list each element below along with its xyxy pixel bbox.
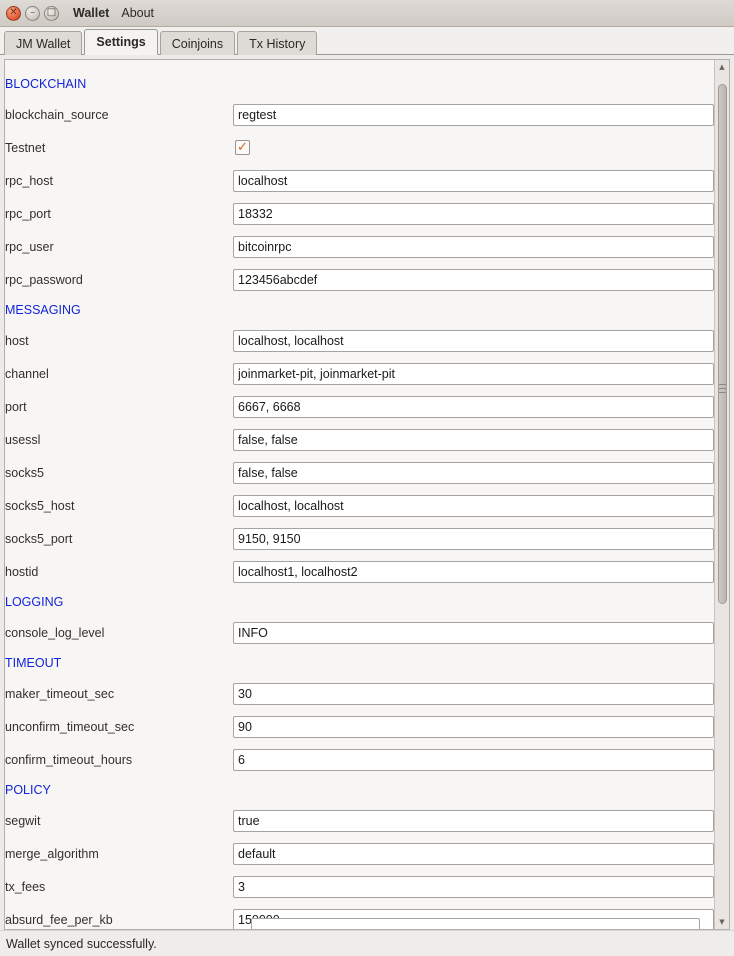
setting-row-usessl [5,423,714,456]
tab-settings[interactable]: Settings [84,29,157,55]
setting-row-maker-timeout-sec [5,677,714,710]
label-rpc-host: rpc_host [5,173,53,188]
input-socks5-port[interactable] [233,528,714,550]
setting-row-confirm-timeout-hours [5,743,714,776]
setting-row-host [5,324,714,357]
scrollbar-track[interactable] [715,74,730,915]
settings-table [5,70,714,929]
setting-row-tx-fees [5,870,714,903]
input-host[interactable] [233,330,714,352]
label-segwit: segwit [5,813,41,828]
label-hostid: hostid [5,564,39,579]
minimize-icon[interactable]: – [25,6,40,21]
input-maker-timeout-sec[interactable] [233,683,714,705]
scrollbar-thumb[interactable] [718,84,727,604]
input-port[interactable] [233,396,714,418]
next-field-partial[interactable] [251,918,700,929]
scrollbar-grip-mark [719,388,726,389]
setting-row-rpc-port [5,197,714,230]
tab-jm-wallet[interactable]: JM Wallet [4,31,82,55]
input-console-log-level[interactable] [233,622,714,644]
label-console-log-level: console_log_level [5,625,105,640]
setting-row-rpc-host [5,164,714,197]
section-label: LOGGING [5,595,64,609]
label-socks5: socks5 [5,465,44,480]
section-header-policy [5,776,714,804]
label-tx-fees: tx_fees [5,879,46,894]
label-blockchain-source: blockchain_source [5,107,109,122]
setting-row-blockchain-source [5,98,714,131]
input-segwit[interactable] [233,810,714,832]
tab-bar [0,27,734,55]
checkbox-testnet[interactable]: ✓ [235,140,250,155]
input-tx-fees[interactable] [233,876,714,898]
input-socks5-host[interactable] [233,495,714,517]
section-label: TIMEOUT [5,656,62,670]
scroll-down-arrow[interactable]: ▼ [719,918,725,926]
input-blockchain-source[interactable] [233,104,714,126]
label-confirm-timeout-hours: confirm_timeout_hours [5,752,133,767]
setting-row-merge-algorithm [5,837,714,870]
settings-scrollbar[interactable] [714,60,729,929]
label-unconfirm-timeout-sec: unconfirm_timeout_sec [5,719,135,734]
label-usessl: usessl [5,432,41,447]
setting-row-unconfirm-timeout-sec [5,710,714,743]
close-icon[interactable]: ✕ [6,6,21,21]
input-hostid[interactable] [233,561,714,583]
input-socks5[interactable] [233,462,714,484]
tab-coinjoins[interactable]: Coinjoins [160,31,235,55]
scroll-up-arrow[interactable]: ▲ [719,63,725,71]
section-header-timeout [5,649,714,677]
settings-panel [4,59,730,930]
section-label: POLICY [5,783,51,797]
setting-row-console-log-level [5,616,714,649]
scrollbar-grip-mark [719,392,726,393]
input-unconfirm-timeout-sec[interactable] [233,716,714,738]
input-usessl[interactable] [233,429,714,451]
setting-row-socks5-host [5,489,714,522]
label-port: port [5,399,27,414]
setting-row-rpc-user [5,230,714,263]
label-rpc-port: rpc_port [5,206,51,221]
input-merge-algorithm[interactable] [233,843,714,865]
window-controls [6,6,59,21]
label-host: host [5,333,29,348]
setting-row-segwit [5,804,714,837]
input-rpc-password[interactable] [233,269,714,291]
title-bar [0,0,734,27]
label-rpc-user: rpc_user [5,239,54,254]
input-confirm-timeout-hours[interactable] [233,749,714,771]
section-label: BLOCKCHAIN [5,77,87,91]
setting-row-hostid [5,555,714,588]
tab-tx-history[interactable]: Tx History [237,31,317,55]
setting-row-socks5-port [5,522,714,555]
label-channel: channel [5,366,49,381]
input-rpc-port[interactable] [233,203,714,225]
menu-about[interactable]: About [121,6,155,20]
window-title: Wallet [73,6,110,20]
label-maker-timeout-sec: maker_timeout_sec [5,686,115,701]
label-merge-algorithm: merge_algorithm [5,846,99,861]
status-bar [0,930,734,956]
input-rpc-user[interactable] [233,236,714,258]
label-socks5-host: socks5_host [5,498,75,513]
label-absurd-fee-per-kb: absurd_fee_per_kb [5,912,113,927]
settings-scroll-area [5,60,714,929]
maximize-icon[interactable]: □ [44,6,59,21]
section-header-blockchain [5,70,714,98]
section-label: MESSAGING [5,303,81,317]
setting-row-channel [5,357,714,390]
scrollbar-grip-mark [719,384,726,385]
label-rpc-password: rpc_password [5,272,83,287]
section-header-logging [5,588,714,616]
setting-row-socks5 [5,456,714,489]
setting-row-port [5,390,714,423]
section-header-messaging [5,296,714,324]
content-area [0,55,734,930]
setting-row-testnet [5,131,714,164]
input-rpc-host[interactable] [233,170,714,192]
label-testnet: Testnet [5,140,46,155]
input-channel[interactable] [233,363,714,385]
status-message: Wallet synced successfully. [6,936,157,951]
setting-row-rpc-password [5,263,714,296]
label-socks5-port: socks5_port [5,531,73,546]
